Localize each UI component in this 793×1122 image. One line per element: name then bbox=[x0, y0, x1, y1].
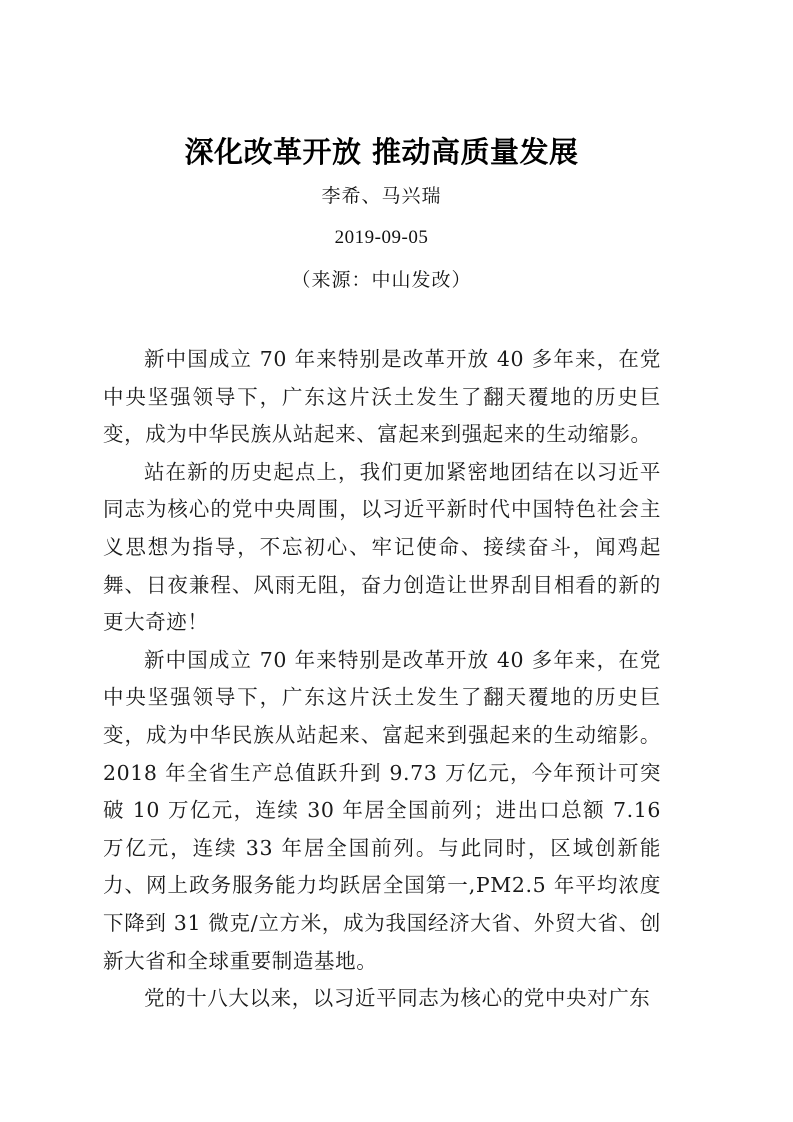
source-line: （来源：中山发改） bbox=[291, 269, 472, 291]
document-header bbox=[103, 132, 660, 296]
publish-date: 2019-09-05 bbox=[334, 227, 429, 248]
author-line: 李希、马兴瑞 bbox=[321, 185, 442, 207]
body-paragraph: 新中国成立 70 年来特别是改革开放 40 多年来，在党中央坚强领导下，广东这片沃土发生了翻天覆地的历史巨变，成为中华民族从站起来、富起来到强起来的生动缩影。 bbox=[103, 347, 661, 447]
body-paragraph: 新中国成立 70 年来特别是改革开放 40 多年来，在党中央坚强领导下，广东这片沃土发生了翻天覆地的历史巨变，成为中华民族从站起来、富起来到强起来的生动缩影。2018 年全省生产总值跃升到 9.73 万亿元，今年预计可突破 10 万亿元，连续 30 年居全国前列；进出口总额 7.16 万亿元，连续 33 年居全国前列。与此同时，区域创新能力、网上政务服务能力均跃居全国第一,PM2.5 年平均浓度下降到 31 微克/立方米，成为我国经济大省、外贸大省、创新大省和全球重要制造基地。 bbox=[103, 647, 661, 973]
body-paragraph: 党的十八大以来，以习近平同志为核心的党中央对广东 bbox=[144, 986, 651, 1011]
body-paragraph: 站在新的历史起点上，我们更加紧密地团结在以习近平同志为核心的党中央周围，以习近平新时代中国特色社会主义思想为指导，不忘初心、牢记使命、接续奋斗，闻鸡起舞、日夜兼程、风雨无阻，奋力创造让世界刮目相看的新的更大奇迹！ bbox=[103, 459, 661, 635]
document-body bbox=[103, 341, 661, 1018]
page-title: 深化改革开放 推动高质量发展 bbox=[184, 135, 579, 169]
